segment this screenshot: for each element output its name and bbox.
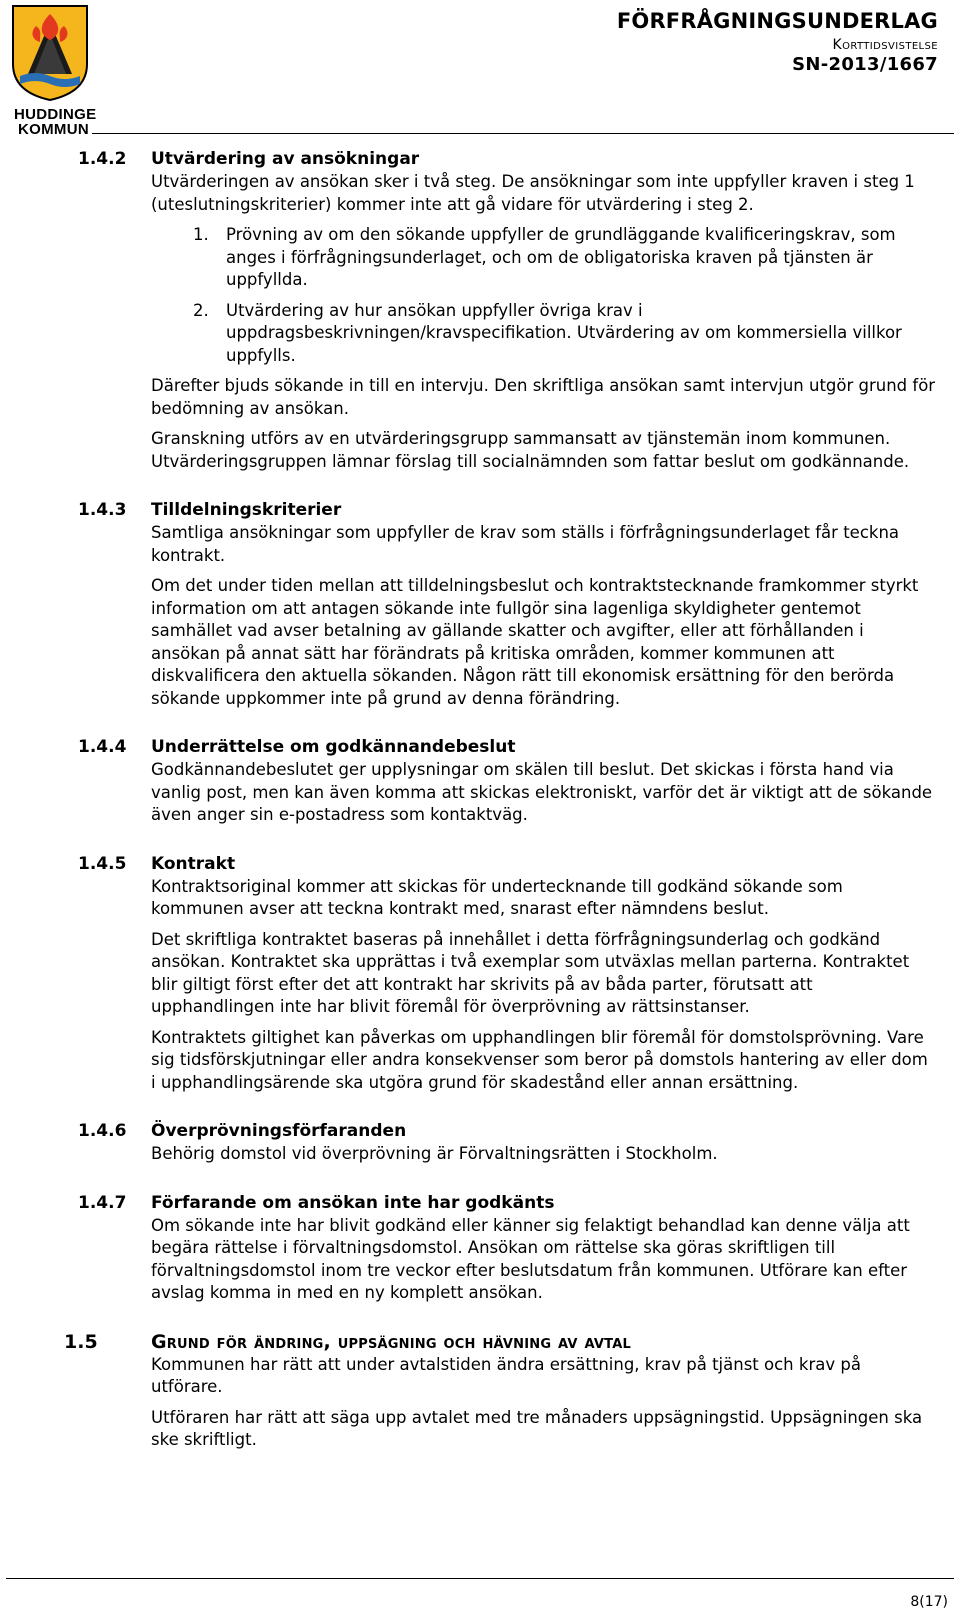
- section-heading: Grund för ändring, uppsägning och hävning av avtal: [151, 1330, 631, 1353]
- section-heading: Utvärdering av ansökningar: [151, 149, 420, 169]
- document-subtitle: Korttidsvistelse: [832, 37, 938, 53]
- huddinge-logo: [10, 4, 97, 138]
- document-title: FÖRFRÅGNINGSUNDERLAG: [616, 9, 938, 33]
- page-number: 8(17): [910, 1594, 948, 1610]
- list-text: Prövning av om den sökande uppfyller de grundläggande kvalificeringskrav, som anges i förfrågningsunderlaget, och om de obligatoriska kraven på tjänsten är uppfyllda.: [226, 225, 896, 289]
- paragraph: Om det under tiden mellan att tilldelningsbeslut och kontraktstecknande framkommer styrkt information om att antagen sökande inte fullgör sina lagenliga skyldigheter gentemot samhället vad avser betalning av gällande skatter och avgifter, eller att förhållanden i ansökan på annat sätt har förändrats på kritiska områden, kommer kommunen att diskvalificera den aktuella sökanden. Någon rätt till ekonomisk ersättning för den berörda sökande uppkommer inte på grund av denna förändring.: [151, 576, 919, 708]
- list-number: 1.: [193, 225, 209, 244]
- footer-divider: [6, 1578, 954, 1579]
- paragraph: Därefter bjuds sökande in till en intervju. Den skriftliga ansökan samt intervjun utgör grund för bedömning av ansökan.: [151, 376, 936, 418]
- section-number: 1.4.4: [78, 737, 127, 757]
- list-number: 2.: [193, 300, 209, 320]
- paragraph: Kontraktsoriginal kommer att skickas för undertecknande till godkänd sökande som kommunen avser att teckna kontrakt med, snarast efter nämndens beslut.: [151, 876, 843, 918]
- section-1-4-3: [0, 499, 960, 710]
- logo-text-line1: HUDDINGE: [14, 106, 97, 123]
- section-heading: Överprövningsförfaranden: [151, 1121, 407, 1141]
- list-item: [193, 224, 936, 292]
- section-1-4-2: [0, 148, 960, 473]
- logo-text-line2: KOMMUN: [18, 121, 89, 138]
- section-1-4-6: [0, 1120, 960, 1166]
- paragraph: Kommunen har rätt att under avtalstiden ändra ersättning, krav på tjänst och krav på utförare.: [151, 1354, 861, 1396]
- section-1-5: [0, 1331, 960, 1452]
- document-body: [0, 148, 960, 1460]
- section-heading: Förfarande om ansökan inte har godkänts: [151, 1192, 555, 1213]
- section-number: 1.4.2: [78, 149, 127, 169]
- paragraph: Kontraktets giltighet kan påverkas om upphandlingen blir föremål för domstolsprövning. Vare sig tidsförskjutningar eller andra konsekvenser som beror på domstols hantering av eller dom i upphandlingsärende ska utgöra grund för skadestånd eller annan ersättning.: [151, 1027, 928, 1092]
- paragraph: Samtliga ansökningar som uppfyller de krav som ställs i förfrågningsunderlaget får teckna kontrakt.: [151, 523, 900, 565]
- section-1-4-7: [0, 1192, 960, 1305]
- paragraph: Godkännandebeslutet ger upplysningar om skälen till beslut. Det skickas i första hand via vanlig post, men kan även komma att skickas elektroniskt, varför det är viktigt att de sökande även anger sin e-postadress som kontaktväg.: [151, 760, 933, 824]
- document-reference: SN-2013/1667: [792, 54, 938, 75]
- section-heading: Tilldelningskriterier: [151, 500, 342, 520]
- section-number: 1.4.6: [78, 1121, 127, 1141]
- section-heading: Underrättelse om godkännandebeslut: [151, 737, 516, 757]
- section-number: 1.5: [64, 1330, 98, 1353]
- section-number: 1.4.5: [78, 853, 127, 874]
- section-number: 1.4.3: [78, 500, 127, 520]
- header-divider: [92, 133, 954, 134]
- list-text: Utvärdering av hur ansökan uppfyller övriga krav i uppdragsbeskrivningen/kravspecifikation. Utvärdering av om kommersiella villkor uppfylls.: [226, 300, 902, 365]
- section-number: 1.4.7: [78, 1192, 127, 1213]
- list-item: [193, 300, 936, 368]
- paragraph: Granskning utförs av en utvärderingsgrupp sammansatt av tjänstemän inom kommunen. Utvärderingsgruppen lämnar förslag till socialnämnden som fattar beslut om godkännande.: [151, 429, 910, 471]
- section-1-4-5: [0, 853, 960, 1095]
- section-heading: Kontrakt: [151, 853, 236, 874]
- document-header: [617, 6, 938, 76]
- paragraph: Utföraren har rätt att säga upp avtalet med tre månaders uppsägningstid. Uppsägningen ska ske skriftligt.: [151, 1407, 923, 1449]
- paragraph: Det skriftliga kontraktet baseras på innehållet i detta förfrågningsunderlag och godkänd ansökan. Kontraktet ska upprättas i två exemplar som utväxlas mellan parterna. Kontraktet blir giltigt först efter det att kontrakt har skrivits på av båda parter, förutsatt att upphandlingen inte har blivit föremål för överprövning av rättsinstanser.: [151, 929, 910, 1016]
- paragraph: Om sökande inte har blivit godkänd eller känner sig felaktigt behandlad kan denne välja att begära rättelse i förvaltningsdomstol. Ansökan om rättelse ska göras skriftligen till förvaltningsdomstol inom tre veckor efter beslutsdatum från kommunen. Utförare kan efter avslag komma in med en ny komplett ansökan.: [151, 1215, 910, 1302]
- section-1-4-4: [0, 736, 960, 827]
- coat-of-arms-icon: [10, 4, 90, 102]
- paragraph: Utvärderingen av ansökan sker i två steg. De ansökningar som inte uppfyller kraven i steg 1 (uteslutningskriterier) kommer inte att gå vidare för utvärdering i steg 2.: [151, 172, 915, 214]
- paragraph: Behörig domstol vid överprövning är Förvaltningsrätten i Stockholm.: [151, 1144, 718, 1163]
